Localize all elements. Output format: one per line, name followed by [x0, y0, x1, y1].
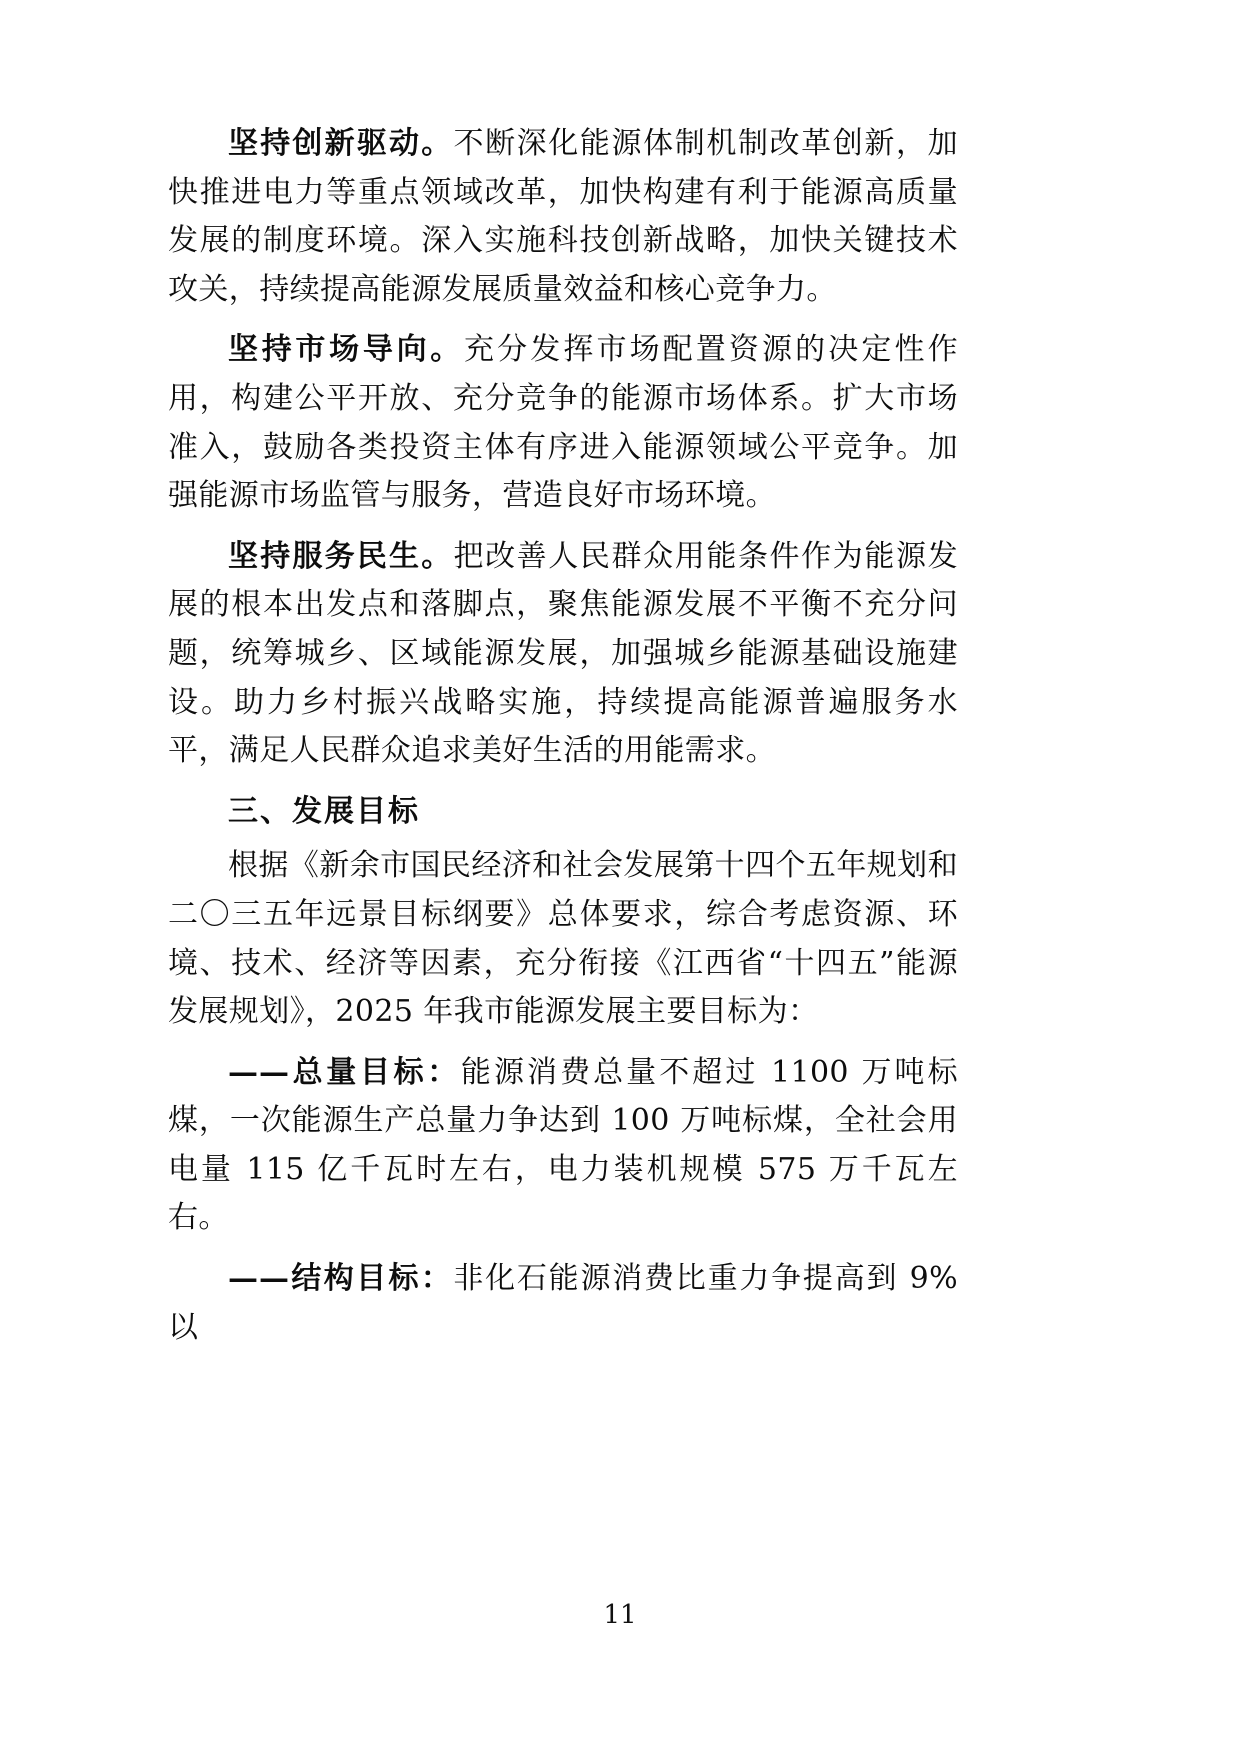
paragraph-market [168, 326, 958, 520]
paragraph-text [168, 1049, 958, 1243]
paragraph-text [168, 1255, 958, 1352]
page-number: 11 [603, 1600, 637, 1630]
paragraph-text [168, 533, 958, 776]
paragraph-body: 充分发挥市场配置资源的决定性作用，构建公平开放、充分竞争的能源市场体系。扩大市场准入，鼓励各类投资主体有序进入能源领域公平竞争。加强能源市场监管与服务，营造良好市场环境。 [168, 332, 958, 514]
paragraph-section-intro [168, 842, 958, 1036]
paragraph-body: 把改善人民群众用能条件作为能源发展的根本出发点和落脚点，聚焦能源发展不平衡不充分问题，统筹城乡、区域能源发展，加强城乡能源基础设施建设。助力乡村振兴战略实施，持续提高能源普遍服务水平，满足人民群众追求美好生活的用能需求。 [168, 538, 959, 769]
paragraph-lead: ——总量目标： [228, 1054, 461, 1090]
paragraph-body: 能源消费总量不超过 1100 万吨标煤，一次能源生产总量力争达到 100 万吨标煤，全社会用电量 115 亿千瓦时左右，电力装机规模 575 万千瓦左右。 [168, 1054, 959, 1236]
paragraph-target-total [168, 1049, 958, 1243]
paragraph-lead: 坚持服务民生。 [228, 538, 454, 574]
paragraph-body: 非化石能源消费比重力争提高到 9%以 [168, 1261, 958, 1345]
paragraph-people [168, 533, 958, 776]
paragraph-text [168, 326, 958, 520]
paragraph-text: 根据《新余市国民经济和社会发展第十四个五年规划和二〇三五年远景目标纲要》总体要求，综合考虑资源、环境、技术、经济等因素，充分衔接《江西省“十四五”能源发展规划》，2025 年我市能源发展主要目标为： [168, 848, 958, 1030]
paragraph-lead: 坚持创新驱动。 [228, 126, 454, 161]
paragraph-text [168, 120, 958, 314]
paragraph-lead: 坚持市场导向。 [228, 332, 464, 368]
paragraph-body: 不断深化能源体制机制改革创新，加快推进电力等重点领域改革，加快构建有利于能源高质量发展的制度环境。深入实施科技创新战略，加快关键技术攻关，持续提高能源发展质量效益和核心竞争力。 [168, 126, 959, 307]
paragraph-lead: ——结构目标： [228, 1261, 454, 1297]
paragraph-target-structure [168, 1255, 958, 1352]
paragraph-innovation [168, 120, 958, 314]
section-heading: 三、发展目标 [228, 793, 420, 829]
page-content [168, 120, 958, 1364]
